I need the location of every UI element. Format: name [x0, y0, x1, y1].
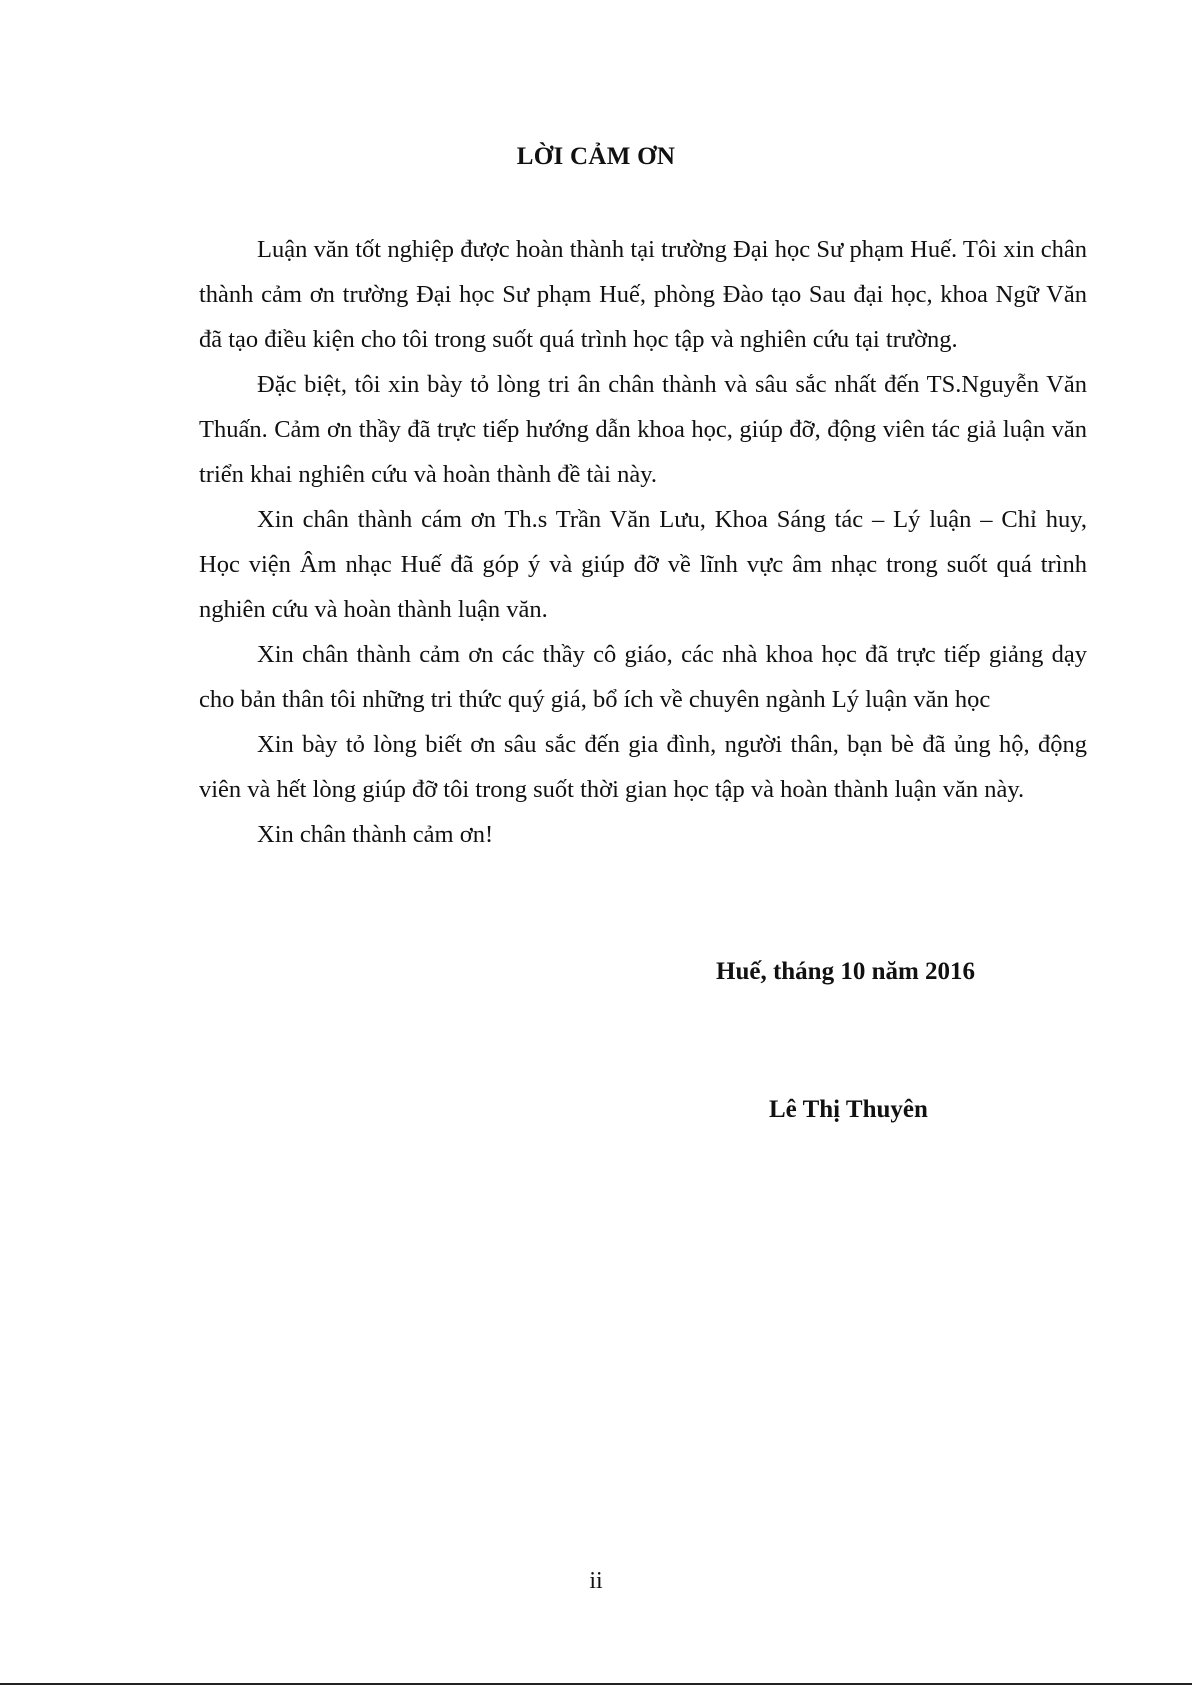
- signature-author-name: Lê Thị Thuyên: [769, 1096, 928, 1123]
- paragraph-5: Xin bày tỏ lòng biết ơn sâu sắc đến gia đình, người thân, bạn bè đã ủng hộ, động viên và hết lòng giúp đỡ tôi trong suốt thời gian học tập và hoàn thành luận văn này.: [199, 731, 1087, 803]
- paragraph-4: Xin chân thành cảm ơn các thầy cô giáo, các nhà khoa học đã trực tiếp giảng dạy cho bản thân tôi những tri thức quý giá, bổ ích về chuyên ngành Lý luận văn học: [199, 641, 1087, 713]
- signature-place-date: Huế, tháng 10 năm 2016: [716, 958, 976, 985]
- paragraph-2: Đặc biệt, tôi xin bày tỏ lòng tri ân chân thành và sâu sắc nhất đến TS.Nguyễn Văn Thuấn. Cảm ơn thầy đã trực tiếp hướng dẫn khoa học, giúp đỡ, động viên tác giả luận văn triển khai nghiên cứu và hoàn thành đề tài này.: [199, 371, 1087, 488]
- acknowledgement-body: [199, 227, 1087, 857]
- page-title: LỜI CẢM ƠN: [516, 143, 676, 170]
- paragraph-1: Luận văn tốt nghiệp được hoàn thành tại trường Đại học Sư phạm Huế. Tôi xin chân thành cảm ơn trường Đại học Sư phạm Huế, phòng Đào tạo Sau đại học, khoa Ngữ Văn đã tạo điều kiện cho tôi trong suốt quá trình học tập và nghiên cứu tại trường.: [199, 236, 1087, 353]
- paragraph-3: Xin chân thành cám ơn Th.s Trần Văn Lưu, Khoa Sáng tác – Lý luận – Chỉ huy, Học viện Âm nhạc Huế đã góp ý và giúp đỡ về lĩnh vực âm nhạc trong suốt quá trình nghiên cứu và hoàn thành luận văn.: [199, 506, 1087, 623]
- paragraph-6: Xin chân thành cảm ơn!: [257, 821, 494, 848]
- page-number: ii: [589, 1568, 603, 1594]
